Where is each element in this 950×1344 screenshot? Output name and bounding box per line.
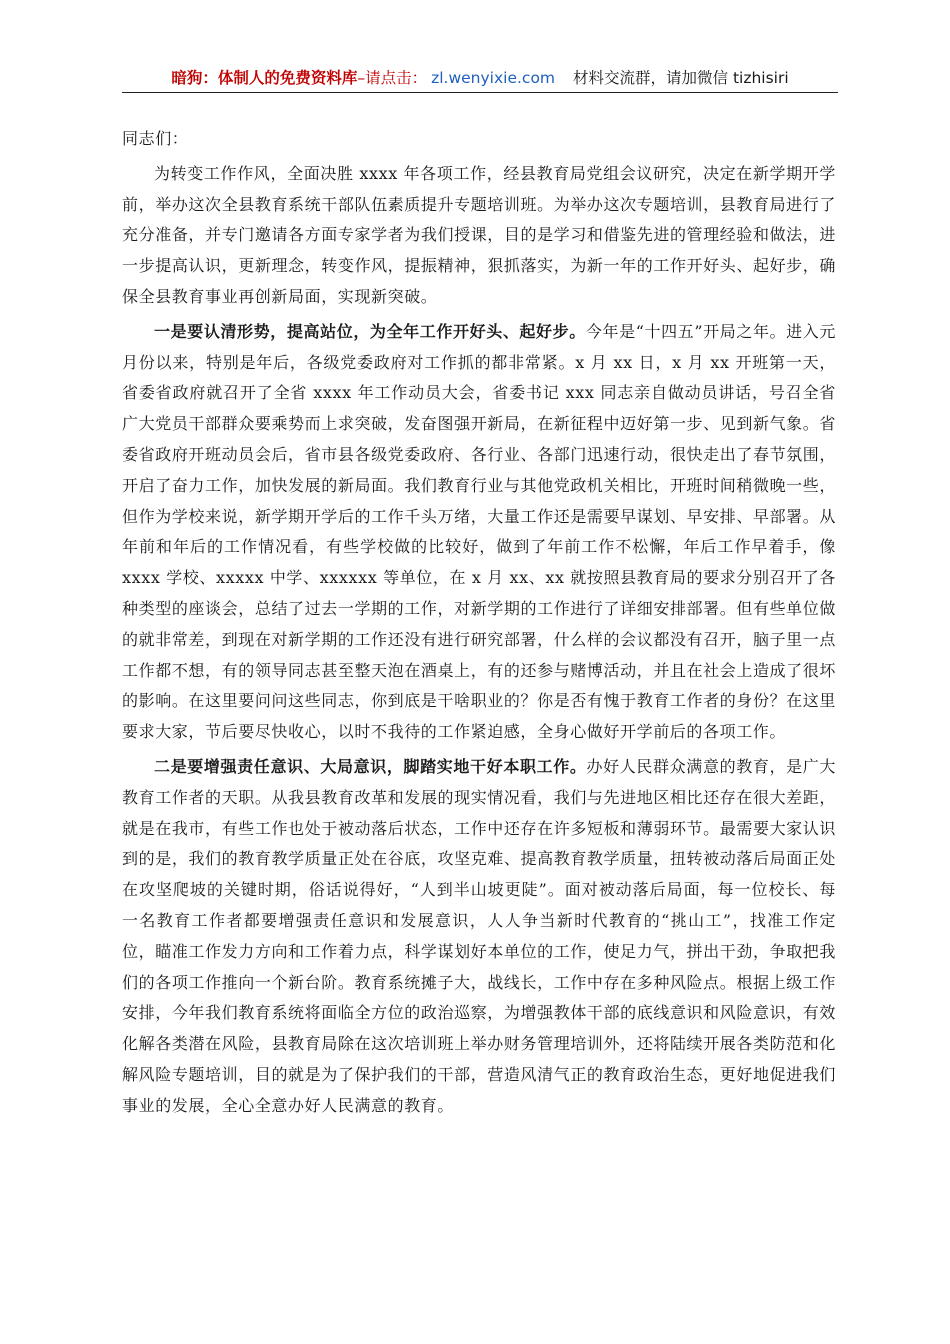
page-header	[122, 64, 838, 93]
point-one-paragraph	[122, 317, 836, 748]
header-prompt: –请点击：	[357, 69, 428, 87]
header-wechat-note: 材料交流群，请加微信 tizhisiri	[573, 69, 789, 87]
header-link[interactable]: zl.wenyixie.com	[431, 69, 556, 87]
header-brand: 暗狗：体制人的免费资料库	[171, 69, 358, 87]
point-two-heading: 二是要增强责任意识、大局意识，脚踏实地干好本职工作。	[154, 756, 587, 776]
point-two-paragraph	[122, 752, 836, 1122]
point-one-body: 今年是“十四五”开局之年。进入元月份以来，特别是年后，各级党委政府对工作抓的都非常紧。x 月 xx 日，x 月 xx 开班第一天，省委省政府就召开了全省 xxxx 年工作动员大会，省委书记 xxx 同志亲自做动员讲话，号召全省广大党员干部群众要乘势而上求突破，发奋图强开新局，在新征程中迈好第一步、见到新气象。省委省政府开班动员会后，省市县各级党委政府、各行业、各部门迅速行动，很快走出了春节氛围，开启了奋力工作，加快发展的新局面。我们教育行业与其他党政机关相比，开班时间稍微晚一些，但作为学校来说，新学期开学后的工作千头万绪，大量工作还是需要早谋划、早安排、早部署。从年前和年后的工作情况看，有些学校做的比较好，做到了年前工作不松懈，年后工作早着手，像 xxxx 学校、xxxxx 中学、xxxxxx 等单位，在 x 月 xx、xx 就按照县教育局的要求分别召开了各种类型的座谈会，总结了过去一学期的工作，对新学期的工作进行了详细安排部署。但有些单位做的就非常差，到现在对新学期的工作还没有进行研究部署，什么样的会议都没有召开，脑子里一点工作都不想，有的领导同志甚至整天泡在酒桌上，有的还参与赌博活动，并且在社会上造成了很坏的影响。在这里要问问这些同志，你到底是干啥职业的？你是否有愧于教育工作者的身份？在这里要求大家，节后要尽快收心，以时不我待的工作紧迫感，全身心做好开学前后的各项工作。	[122, 321, 836, 742]
intro-paragraph: 为转变工作作风，全面决胜 xxxx 年各项工作，经县教育局党组会议研究，决定在新学期开学前，举办这次全县教育系统干部队伍素质提升专题培训班。为举办这次专题培训，县教育局进行了充分准备，并专门邀请各方面专家学者为我们授课，目的是学习和借鉴先进的管理经验和做法，进一步提高认识，更新理念，转变作风，提振精神，狠抓落实，为新一年的工作开好头、起好步，确保全县教育事业再创新局面，实现新突破。	[122, 163, 836, 306]
salutation: 同志们：	[122, 129, 189, 148]
point-two-body: 办好人民群众满意的教育，是广大教育工作者的天职。从我县教育改革和发展的现实情况看，我们与先进地区相比还存在很大差距，就是在我市，有些工作也处于被动落后状态，工作中还存在许多短板和薄弱环节。最需要大家认识到的是，我们的教育教学质量正处在谷底，攻坚克难、提高教育教学质量，扭转被动落后局面正处在攻坚爬坡的关键时期，俗话说得好，“人到半山坡更陡”。面对被动落后局面，每一位校长、每一名教育工作者都要增强责任意识和发展意识，人人争当新时代教育的“挑山工”，找准工作定位，瞄准工作发力方向和工作着力点，科学谋划好本单位的工作，使足力气，拼出干劲，争取把我们的各项工作推向一个新台阶。教育系统摊子大，战线长，工作中存在多种风险点。根据上级工作安排，今年我们教育系统将面临全方位的政治巡察，为增强教体干部的底线意识和风险意识，有效化解各类潜在风险，县教育局除在这次培训班上举办财务管理培训外，还将陆续开展各类防范和化解风险专题培训，目的就是为了保护我们的干部，营造风清气正的教育政治生态，更好地促进我们事业的发展，全心全意办好人民满意的教育。	[122, 756, 836, 1115]
document-body	[122, 124, 836, 1126]
point-one-heading: 一是要认清形势，提高站位，为全年工作开好头、起好步。	[154, 321, 586, 341]
